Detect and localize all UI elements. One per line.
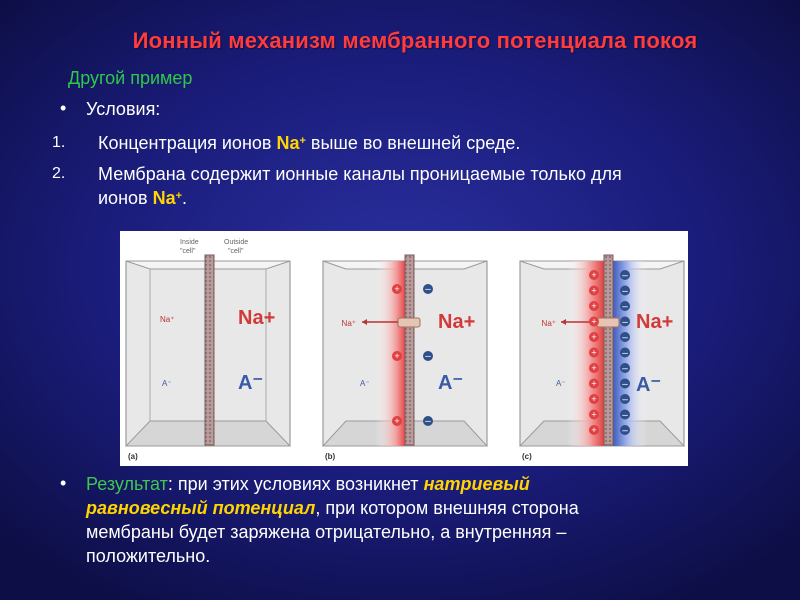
bullet-icon: • — [60, 473, 67, 493]
svg-text:+: + — [591, 285, 597, 296]
svg-text:+: + — [591, 409, 597, 420]
svg-text:+: + — [394, 351, 400, 361]
svg-text:+: + — [591, 363, 597, 373]
svg-text:–: – — [622, 379, 628, 390]
panel-label-b: (b) — [325, 452, 336, 461]
membrane-diagram — [120, 231, 688, 466]
svg-text:+: + — [394, 284, 400, 294]
svg-text:–: – — [622, 317, 628, 328]
conditions-label: Условия: — [86, 99, 161, 119]
svg-text:+: + — [591, 270, 597, 280]
svg-text:–: – — [622, 425, 628, 437]
panel-b — [323, 255, 487, 461]
slide-subtitle: Другой пример — [68, 68, 193, 88]
panel-c — [520, 255, 684, 461]
svg-text:–: – — [622, 270, 628, 282]
svg-text:+: + — [591, 347, 597, 358]
na-small-label: Na⁺ — [541, 319, 556, 328]
membrane-figure — [120, 231, 688, 466]
a-small-label: A⁻ — [162, 379, 172, 388]
na-big-label: Na+ — [238, 307, 276, 329]
bullet-icon: • — [60, 98, 67, 118]
svg-text:+: + — [591, 316, 597, 327]
outside-label: Outside — [224, 239, 249, 246]
result-paragraph: Результат: при этих условиях возникнет натриевый равновесный потенциал, при котором внешняя сторона мембраны будет заряжена отрицательно, а внутренняя – положительно. — [86, 474, 579, 566]
svg-text:+: + — [591, 425, 597, 435]
slide-title: Ионный механизм мембранного потенциала покоя — [132, 28, 698, 53]
condition-item-1: Концентрация ионов Na+ выше во внешней среде. — [98, 133, 521, 153]
a-small-label: A⁻ — [556, 379, 566, 388]
svg-text:+: + — [591, 301, 597, 311]
svg-text:–: – — [622, 286, 628, 297]
na-big-label: Na+ — [438, 311, 476, 333]
svg-text:–: – — [425, 351, 431, 362]
a-big-label: A⁻ — [438, 372, 463, 394]
na-small-label: Na⁺ — [341, 319, 356, 328]
svg-text:–: – — [622, 348, 628, 359]
svg-text:+: + — [591, 378, 597, 389]
svg-text:–: – — [425, 416, 431, 427]
panel-label-a: (a) — [128, 452, 138, 461]
inside-label: Inside — [180, 239, 199, 246]
svg-text:–: – — [425, 284, 431, 295]
item-number: 1. — [52, 134, 66, 151]
svg-text:–: – — [622, 394, 628, 406]
item-number: 2. — [52, 165, 66, 182]
a-small-label: A⁻ — [360, 379, 370, 388]
svg-text:+: + — [591, 332, 597, 342]
svg-text:+: + — [394, 416, 400, 426]
panel-label-c: (c) — [522, 452, 532, 461]
condition-item-2: Мембрана содержит ионные каналы проницаемые только для ионов Na+. — [98, 164, 622, 208]
a-big-label: A⁻ — [636, 374, 661, 396]
na-big-label: Na+ — [636, 311, 674, 333]
panel-a — [126, 239, 290, 461]
na-small-label: Na⁺ — [160, 315, 175, 324]
svg-text:+: + — [591, 394, 597, 404]
a-big-label: A⁻ — [238, 372, 263, 394]
cell-label: "cell" — [228, 248, 244, 255]
svg-text:–: – — [622, 363, 628, 375]
svg-text:–: – — [622, 332, 628, 344]
cell-label: "cell" — [180, 248, 196, 255]
svg-text:–: – — [622, 410, 628, 421]
svg-text:–: – — [622, 301, 628, 313]
